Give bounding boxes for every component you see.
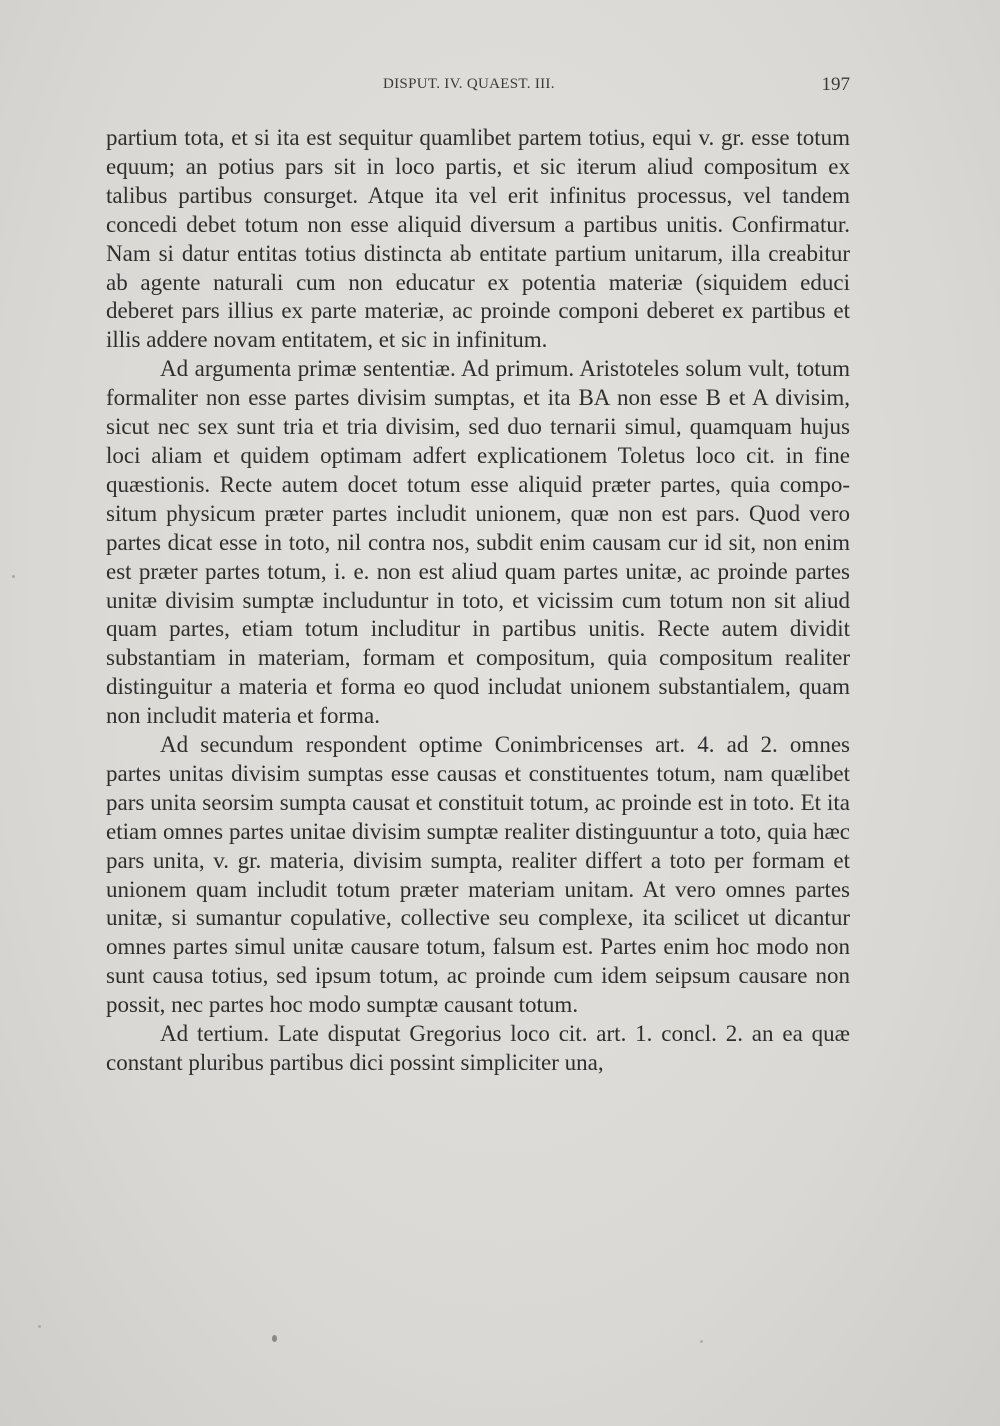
paragraph: Ad tertium. Late disputat Gregorius loco cit. art. 1. concl. 2. an ea quæ constant pluribus partibus dici possint simpliciter una, <box>106 1021 850 1075</box>
paper-speck <box>38 1325 41 1328</box>
body-text <box>106 124 850 1078</box>
paragraph: Ad secundum respondent optime Conimbricenses art. 4. ad 2. omnes partes unitas divisim sumptas esse causas et constituentes totum, nam quælibet pars unita seorsim sumpta causat et constituit totum, ac proinde est in toto. Et ita etiam omnes partes unitae divisim sumptæ realiter distinguuntur a toto, quia hæc pars unita, v. gr. materia, divisim sumpta, realiter differt a toto per formam et unionem quam includit totum præter materiam unitam. At vero omnes partes unitæ, si sumantur copulative, collective seu complexe, ita scilicet ut dicantur omnes partes simul unitæ causare totum, falsum est. Partes enim hoc modo non sunt causa totius, sed ipsum totum, ac proinde cum idem seipsum causare non possit, nec partes hoc modo sumptæ causant totum. <box>106 732 850 1018</box>
page-header <box>106 76 850 100</box>
page-number: 197 <box>821 74 850 95</box>
paragraph: Ad argumenta primæ sententiæ. Ad primum. Aristoteles solum vult, totum formaliter non esse partes divisim sumptas, et ita BA non esse B et A divisim, sicut nec sex sunt tria et tria divisim, sed duo ternarii simul, quamquam hujus loci aliam et quidem optimam adfert explicationem Toletus loco cit. in fine quæstionis. Recte autem docet totum esse aliquid præter partes, quia compositum physicum præter partes includit unionem, quæ non est pars. Quod vero partes dicat esse in toto, nil contra nos, subdit enim causam cur id sit, non enim est præter partes totum, i. e. non est aliud quam partes unitæ, ac proinde partes unitæ divisim sumptæ includuntur in toto, et vicissim cum totum non sit aliud quam partes, etiam totum includitur in partibus unitis. Recte autem dividit substantiam in materiam, formam et compositum, quia compositum realiter distinguitur a materia et forma eo quod includat unionem substantialem, quam non includit materia et forma. <box>106 356 850 729</box>
paragraph: partium tota, et si ita est sequitur quamlibet partem totius, equi v. gr. esse totum equum; an potius pars sit in loco partis, et sic iterum aliud compositum ex talibus partibus consurget. Atque ita vel erit infinitus processus, vel tandem concedi debet totum non esse aliquid diversum a partibus unitis. Confirmatur. Nam si datur entitas totius distincta ab entitate partium unitarum, illa creabitur ab agente naturali cum non educatur ex potentia materiæ (siquidem educi deberet pars illius ex parte materiæ, ac proinde componi deberet ex partibus et illis addere novam entitatem, et sic in infinitum. <box>106 125 850 353</box>
running-head: DISPUT. IV. QUAEST. III. <box>383 76 555 92</box>
paper-speck <box>272 1335 277 1342</box>
paper-speck <box>700 1340 703 1343</box>
paper-speck <box>12 575 15 578</box>
